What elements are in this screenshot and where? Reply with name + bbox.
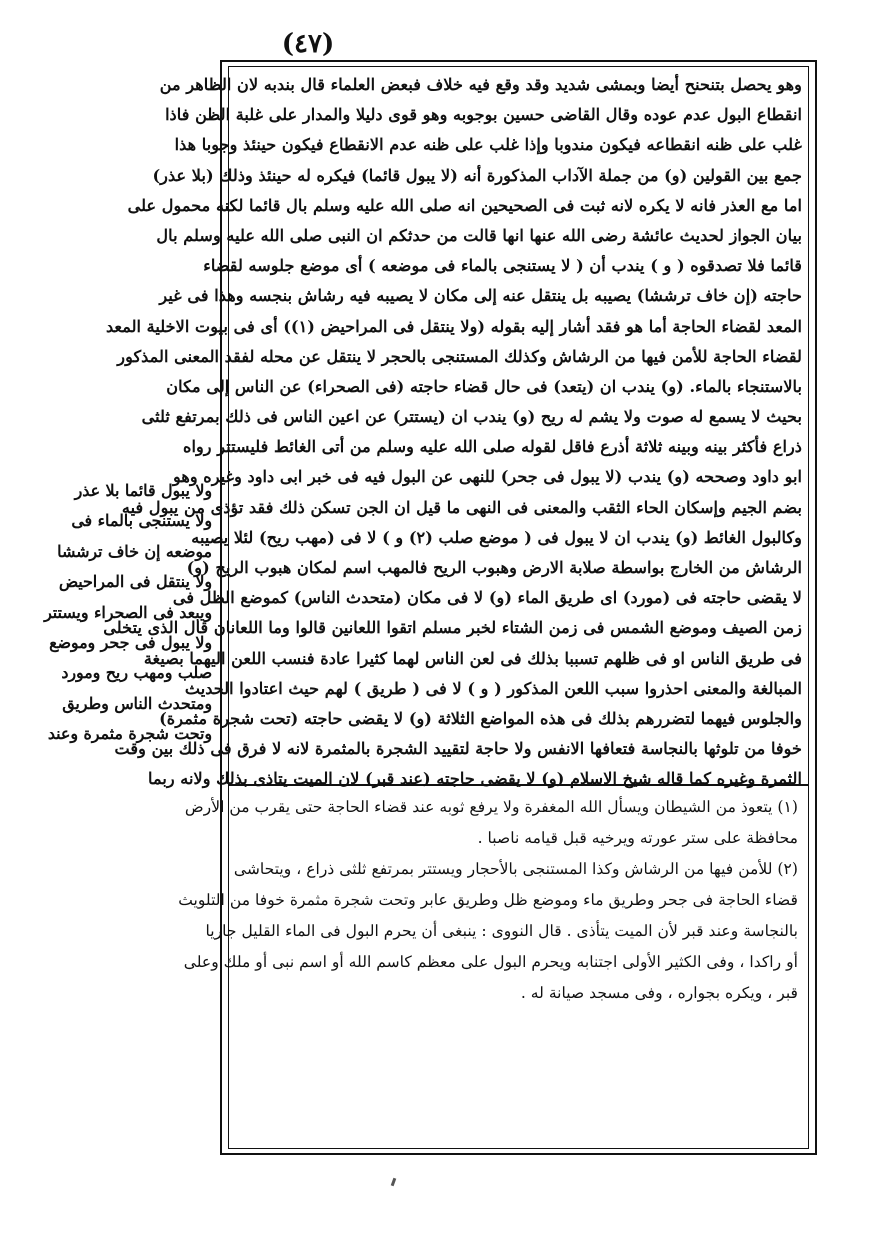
main-text-line: الثمرة وغيره كما قاله شيخ الاسلام (و) لا يقضى حاجته (عند قبر) لان الميت يتاذى بذلك ولانه ربما (148, 769, 802, 789)
main-text-line: بضم الجيم وإسكان الحاء الثقب والمعنى فى النهى ما قيل ان الجن تسكن ذلك فقد تؤذى من يبول فيه (121, 497, 802, 517)
margin-line: ولا يبول فى جحر وموضع (49, 632, 212, 652)
margin-line: ويبعد فى الصحراء ويستتر (44, 602, 212, 622)
main-text-line: جمع بين القولين (و) من جملة الآداب المذكورة أنه (لا يبول قائما) فيكره له حينئذ وذلك (بلا عذر) (152, 165, 802, 185)
main-text-line: ابو داود وصححه (و) يندب (لا يبول فى جحر) للنهى عن البول فيه فى خبر ابى داود وغيره وهو (172, 467, 802, 487)
footnote-line: بالنجاسة وعند قبر لأن الميت يتأذى . قال النووى : ينبغى أن يحرم البول فى الماء القليل جاريا (205, 922, 798, 940)
margin-line: ولا ينتقل فى المراحيض (58, 572, 212, 592)
footnote-line: محافظة على ستر عورته ويرخيه قبل قيامه ناصبا . (477, 829, 798, 847)
footnote-line: (٢) للأمن فيها من الرشاش وكذا المستنجى بالأحجار ويستتر بمرتفع ثلثى ذراع ، ويتحاشى (233, 860, 798, 878)
main-text-line: بالاستنجاء بالماء. (و) يندب ان (يتعد) فى حال قضاء حاجته (فى الصحراء) عن الناس إلى مكان (166, 376, 802, 396)
margin-matn-block (4, 476, 212, 750)
margin-line: ولا يستنجى بالماء فى (71, 511, 212, 531)
main-text-line: انقطاع البول عدم عوده وقال القاضى حسين بوجوبه وهو قوى دليلا والمدار على غلبة الظن فاذا (165, 105, 802, 125)
margin-line: ومتحدث الناس وطريق (62, 693, 212, 713)
main-text-line: اما مع العذر فانه لا يكره لانه ثبت فى الصحيحين انه صلى الله عليه وسلم بال قائما لكنه محمول على (127, 195, 802, 215)
margin-line: وتحت شجرة مثمرة وعند (47, 724, 212, 744)
main-text-line: لقضاء الحاجة للأمن فيها من الرشاش وكذلك المستنجى بالحجر لا ينتقل عن محله لفقد المعنى المذكور (117, 346, 802, 366)
footnote-line: قبر ، ويكره بجواره ، وفى مسجد صيانة له . (520, 984, 798, 1002)
main-text-line: غلب على ظنه انقطاعه فيكون مندوبا وإذا غلب على ظنه عدم الانقطاع فيكون حينئذ وجوبا هذا (174, 135, 802, 155)
main-text-line: بيان الجواز لحديث عائشة رضى الله عنها انها قالت من حدثكم ان النبى صلى الله عليه وسلم بال (156, 225, 802, 245)
main-text-line: ذراع فأكثر بينه وبينه ثلاثة أذرع فاقل لقوله صلى الله عليه وسلم من أتى الغائط فليستتر رواه (183, 437, 802, 457)
main-text-line: خوفا من تلوثها بالنجاسة فتعافها الانفس ولا حاجة لتقييد الشجرة بالمثمرة لانه لا فرق فى ذلك بين وقت (114, 739, 802, 759)
footnote-line: أو راكدا ، وفى الكثير الأولى اجتنابه ويحرم البول على معظم كاسم الله أو اسم نبى أو ملك وعلى (183, 953, 798, 971)
main-text-line: فى طريق الناس او فى ظلهم تسببا بذلك فى لعن الناس لهما كثيرا عادة فنسب اللعن اليهما بصيغة (143, 648, 802, 668)
page-number: (٤٧) (281, 29, 335, 59)
main-text-line: المعد لقضاء الحاجة أما هو فقد أشار إليه بقوله (ولا ينتقل فى المراحيض (١)) أى فى بيوت الاخلية المعد (105, 316, 802, 336)
main-text-line: والجلوس فيهما لتضررهم بذلك فى هذه المواضع الثلاثة (و) لا يقضى حاجته (تحت شجرة مثمرة) (159, 708, 802, 728)
main-text-line: المبالغة والمعنى احذروا سبب اللعن المذكور ( و ) لا فى ( طريق ) لهم حيث اعتادوا الحديث (184, 678, 802, 698)
main-text-line: زمن الصيف وموضع الشمس فى زمن الشتاء لخبر مسلم اتقوا اللعانين قالوا وما اللعانان قال الذى يتخلى (103, 618, 802, 638)
margin-line: ولا يبول قائما بلا عذر (74, 481, 212, 500)
main-text-line: حاجته (إن خاف ترششا) يصيبه بل ينتقل عنه إلى مكان لا يصيبه فيه رشاش بنجسه وهذا فى غير (159, 286, 802, 306)
footnotes-block (178, 792, 798, 1009)
main-text-line: وهو يحصل بتنحنح أيضا وبمشى شديد وقد وقع فيه خلاف فبعض العلماء قال بندبه لان الظاهر من (159, 75, 802, 94)
footnote-line: (١) يتعوذ من الشيطان ويسأل الله المغفرة ولا يرفع ثوبه عند قضاء الحاجة حتى يقرب من الأرض (184, 798, 798, 816)
main-text-line: لا يقضى حاجته فى (مورد) اى طريق الماء (و) لا فى مكان (متحدث الناس) كموضع الظل فى (172, 588, 802, 608)
main-text-line: قائما فلا تصدقوه ( و ) يندب أن ( لا يستنجى بالماء فى موضعه ) أى موضع جلوسه لقضاء (203, 256, 802, 276)
main-text-line: الرشاش من الخارج بواسطة صلابة الارض وهبوب الريح فالمهب اسم لمكان هبوب الريح (و) (186, 558, 802, 577)
scan-speck (391, 1178, 397, 1187)
margin-line: موضعه إن خاف ترششا (57, 541, 212, 561)
footnote-line: قضاء الحاجة فى جحر وطريق ماء وموضع ظل وطريق عابر وتحت شجرة مثمرة خوفا من التلويث (178, 891, 798, 909)
main-text-line: وكالبول الغائط (و) يندب ان لا يبول فى ( موضع صلب (٢) و ) لا فى (مهب ريح) لئلا يصيبه (191, 527, 802, 547)
margin-line: صلب ومهب ريح ومورد (61, 663, 212, 683)
main-text-line: بحيث لا يسمع له صوت ولا يشم له ريح (و) يندب ان (يستتر) عن اعين الناس فى ذلك بمرتفع ثلثى (141, 407, 802, 427)
